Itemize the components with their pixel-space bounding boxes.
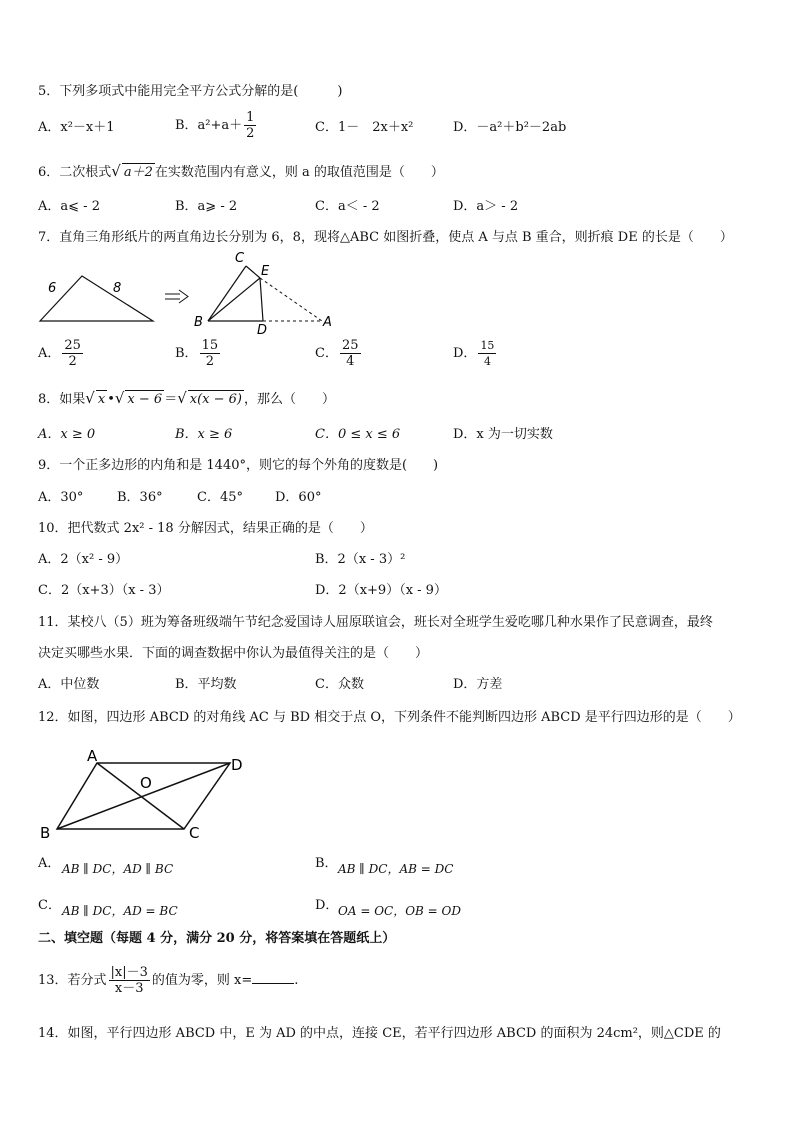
q10-option-d: D．2（x+9）（x - 9） <box>315 583 447 598</box>
q7-label-C: C <box>235 251 245 266</box>
q9-option-b: B．36° <box>117 490 163 505</box>
q12-option-d-label: D． <box>315 898 339 913</box>
q5-b-denominator: 2 <box>246 126 255 141</box>
q8-option-d: D．x 为一切实数 <box>453 427 553 442</box>
q7-b-label: B． <box>175 346 198 361</box>
q13-stem <box>38 965 298 996</box>
q6-option-c: C．a＜ - 2 <box>315 199 380 214</box>
q13-answer-blank <box>252 971 294 984</box>
q10-stem: 10．把代数式 2x² - 18 分解因式，结果正确的是（ ） <box>38 521 373 536</box>
diagonal-bd <box>57 763 230 829</box>
sqrt-sign-icon: √ <box>85 389 95 407</box>
q7-label-D: D <box>257 323 268 335</box>
q12-label-A: A <box>87 747 98 765</box>
q12-option-a-label: A． <box>38 856 61 871</box>
triangle-abc-original <box>40 276 153 321</box>
q13-period: . <box>294 973 299 988</box>
q8-option-c: C．0 ≤ x ≤ 6 <box>315 427 401 442</box>
q10-option-b: B．2（x - 3）² <box>315 552 406 567</box>
q11-stem-line2: 决定买哪些水果．下面的调查数据中你认为最值得关注的是（ ） <box>38 646 429 661</box>
q12-option-c: AB ∥ DC，AD = BC <box>62 904 178 918</box>
q12-option-b-label: B． <box>315 856 338 871</box>
q8-equals: ＝ <box>164 392 178 407</box>
q8-dot: • <box>107 392 115 407</box>
sqrt-sign-icon: √ <box>111 162 121 180</box>
q13-numerator: |x|－3 <box>110 965 148 980</box>
q7-a-fraction <box>62 338 83 369</box>
q6-option-d: D．a＞ - 2 <box>453 199 519 214</box>
q7-label-E: E <box>261 264 270 279</box>
q11-option-b: B．平均数 <box>175 677 237 692</box>
q12-option-a: AB ∥ DC，AD ∥ BC <box>62 862 174 876</box>
q5-b-numerator: 1 <box>246 110 255 125</box>
q6-option-a: A．a⩽ - 2 <box>38 199 100 214</box>
q12-stem: 12．如图，四边形 ABCD 的对角线 AC 与 BD 相交于点 O，下列条件不能判断四边形 ABCD 是平行四边形的是（ ） <box>38 710 741 725</box>
q7-d-fraction <box>478 338 496 369</box>
q7-b-numerator: 15 <box>201 338 219 353</box>
q12-label-O: O <box>140 774 152 792</box>
q7-a-denominator: 2 <box>68 354 77 369</box>
q8-option-b: B．x ≥ 6 <box>175 427 233 442</box>
q13-prefix: 13．若分式 <box>38 973 107 988</box>
q12-option-d: OA = OC，OB = OD <box>338 904 462 918</box>
q7-option-c <box>315 338 363 369</box>
q6-radicand: a＋2 <box>123 165 153 180</box>
q9-stem: 9．一个正多边形的内角和是 1440°，则它的每个外角的度数是( ) <box>38 458 439 473</box>
q7-option-d <box>453 338 498 369</box>
q7-c-denominator: 4 <box>346 354 355 369</box>
section-title-fill-in: 二、填空题（每题 4 分，满分 20 分，将答案填在答题纸上） <box>38 931 396 946</box>
q7-b-denominator: 2 <box>205 354 214 369</box>
q7-option-b <box>175 338 222 369</box>
q12-label-D: D <box>231 756 243 774</box>
q7-b-fraction <box>200 338 221 369</box>
q10-option-c: C．2（x+3）（x - 3） <box>38 583 170 598</box>
q13-suffix: 的值为零，则 x= <box>151 973 253 988</box>
q7-stem: 7．直角三角形纸片的两直角边长分别为 6，8，现将△ABC 如图折叠，使点 A 与点 B 重合，则折痕 DE 的长是（ ） <box>38 230 733 245</box>
q6-stem <box>38 162 444 182</box>
q14-stem: 14．如图，平行四边形 ABCD 中，E 为 AD 的中点，连接 CE，若平行四边形 ABCD 的面积为 24cm²，则△CDE 的 <box>38 1026 721 1041</box>
q6-suffix: 在实数范围内有意义，则 a 的取值范围是（ ） <box>154 165 444 180</box>
q7-c-fraction <box>340 338 361 369</box>
q11-option-c: C．众数 <box>315 677 364 692</box>
q8-prefix: 8．如果 <box>38 392 86 407</box>
q8-suffix: ，那么（ ） <box>244 392 336 407</box>
q12-label-C: C <box>189 824 200 842</box>
q8-option-a: A．x ≥ 0 <box>38 427 96 442</box>
q9-option-d: D．60° <box>275 490 322 505</box>
q5-option-b <box>175 110 258 141</box>
q9-option-c: C．45° <box>197 490 243 505</box>
q7-d-numerator: 15 <box>480 339 495 352</box>
q7-figure <box>30 250 350 335</box>
q12-figure <box>38 742 258 842</box>
q5-option-a: A．x²－x＋1 <box>38 120 115 135</box>
q12-option-b: AB ∥ DC，AB = DC <box>338 862 454 876</box>
q7-label-B: B <box>194 315 203 330</box>
q7-d-denominator: 4 <box>483 355 491 368</box>
q13-denominator: x－3 <box>114 981 144 996</box>
q7-c-numerator: 25 <box>341 338 359 353</box>
q7-a-numerator: 25 <box>64 338 81 353</box>
q7-a-label: A． <box>38 346 61 361</box>
diagonal-ac <box>97 763 184 829</box>
q6-prefix: 6．二次根式 <box>38 165 112 180</box>
q8-radicand-2: x − 6 <box>127 392 163 407</box>
right-arrow-icon <box>165 290 188 303</box>
q7-label-6: 6 <box>48 281 57 296</box>
q11-stem-line1: 11．某校八（5）班为筹备班级端午节纪念爱国诗人屈原联谊会，班长对全班学生爱吃哪几种水果作了民意调查，最终 <box>38 615 713 630</box>
q7-d-label: D． <box>453 346 477 361</box>
q8-radicand-1: x <box>97 392 106 407</box>
q12-option-c-label: C． <box>38 898 61 913</box>
q13-fraction <box>109 965 150 996</box>
q12-label-B: B <box>40 824 51 842</box>
q11-option-d: D．方差 <box>453 677 503 692</box>
q5-option-b-fraction <box>244 110 256 141</box>
q5-stem: 5．下列多项式中能用完全平方公式分解的是( ) <box>38 84 343 99</box>
q11-option-a: A．中位数 <box>38 677 100 692</box>
q8-stem <box>38 389 335 409</box>
q7-label-8: 8 <box>113 281 122 296</box>
q5-option-d: D．－a²＋b²－2ab <box>453 120 567 135</box>
q7-c-label: C． <box>315 346 338 361</box>
sqrt-sign-icon: √ <box>177 389 187 407</box>
q10-option-a: A．2（x² - 9） <box>38 552 129 567</box>
sqrt-sign-icon: √ <box>114 389 125 407</box>
q6-option-b: B．a⩾ - 2 <box>175 199 238 214</box>
q5-option-b-prefix: B．a²+a＋ <box>175 118 243 133</box>
q9-option-a: A．30° <box>38 490 84 505</box>
q7-option-a <box>38 338 85 369</box>
q5-option-c: C．1－ 2x＋x² <box>315 120 414 135</box>
q7-label-A: A <box>323 315 332 330</box>
q8-radicand-3: x(x − 6) <box>189 392 243 407</box>
